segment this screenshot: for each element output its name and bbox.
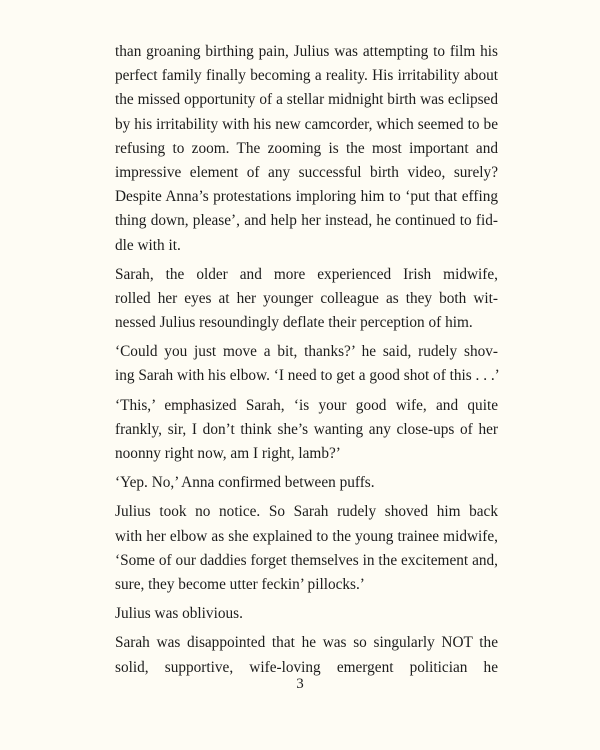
text-line: Sarah was disappointed that he was so singularly NOT the bbox=[115, 634, 498, 652]
text-line: ing Sarah with his elbow. ‘I need to get a good shot of this . . .’ bbox=[115, 367, 500, 385]
text-line: perfect family finally becoming a reality. His irritability about bbox=[115, 67, 498, 85]
text-line: refusing to zoom. The zooming is the most important and bbox=[115, 139, 498, 157]
text-line: nessed Julius resoundingly deflate their perception of him. bbox=[115, 314, 473, 332]
text-line: solid, supportive, wife-loving emergent politician he bbox=[115, 658, 498, 676]
text-line: impressive element of any successful birth video, surely? bbox=[115, 163, 498, 181]
paragraph-disappointed bbox=[115, 631, 498, 679]
text-line: by his irritability with his new camcorder, which seemed to be bbox=[115, 115, 498, 133]
text-line: with her elbow as she explained to the young trainee midwife, bbox=[115, 527, 498, 545]
text-line: sure, they become utter feckin’ pillocks.’ bbox=[115, 575, 365, 593]
text-line: frankly, sir, I don’t think she’s wanting any close-ups of her bbox=[115, 420, 498, 438]
text-line: Sarah, the older and more experienced Irish midwife, bbox=[115, 265, 498, 283]
paragraph-anna-confirmed bbox=[115, 471, 498, 495]
paragraph-julius-filming bbox=[115, 40, 498, 258]
text-line: Despite Anna’s protestations imploring him to ‘put that effing bbox=[115, 188, 498, 206]
paragraph-oblivious bbox=[115, 602, 498, 626]
body-text bbox=[115, 40, 498, 680]
text-line: dle with it. bbox=[115, 236, 181, 254]
text-line: ‘This,’ emphasized Sarah, ‘is your good wife, and quite bbox=[115, 396, 498, 414]
text-line: rolled her eyes at her younger colleague as they both wit- bbox=[115, 289, 498, 307]
text-line: Julius took no notice. So Sarah rudely shoved him back bbox=[115, 503, 498, 521]
text-line: the missed opportunity of a stellar midnight birth was eclipsed bbox=[115, 91, 498, 109]
text-line: ‘Some of our daddies forget themselves in the excitement and, bbox=[115, 551, 498, 569]
text-line: thing down, please’, and help her instead, he continued to fid- bbox=[115, 212, 498, 230]
text-line: ‘Yep. No,’ Anna confirmed between puffs. bbox=[115, 474, 375, 492]
text-line: than groaning birthing pain, Julius was attempting to film his bbox=[115, 43, 498, 60]
text-line: noonny right now, am I right, lamb?’ bbox=[115, 445, 341, 462]
text-line: Julius was oblivious. bbox=[115, 605, 243, 623]
text-line: ‘Could you just move a bit, thanks?’ he said, rudely shov- bbox=[115, 343, 498, 361]
paragraph-shoved-back bbox=[115, 500, 498, 597]
page-number: 3 bbox=[296, 676, 304, 692]
paragraph-sarah-eyes bbox=[115, 263, 498, 336]
paragraph-move-a-bit bbox=[115, 340, 498, 388]
paragraph-good-wife bbox=[115, 394, 498, 467]
